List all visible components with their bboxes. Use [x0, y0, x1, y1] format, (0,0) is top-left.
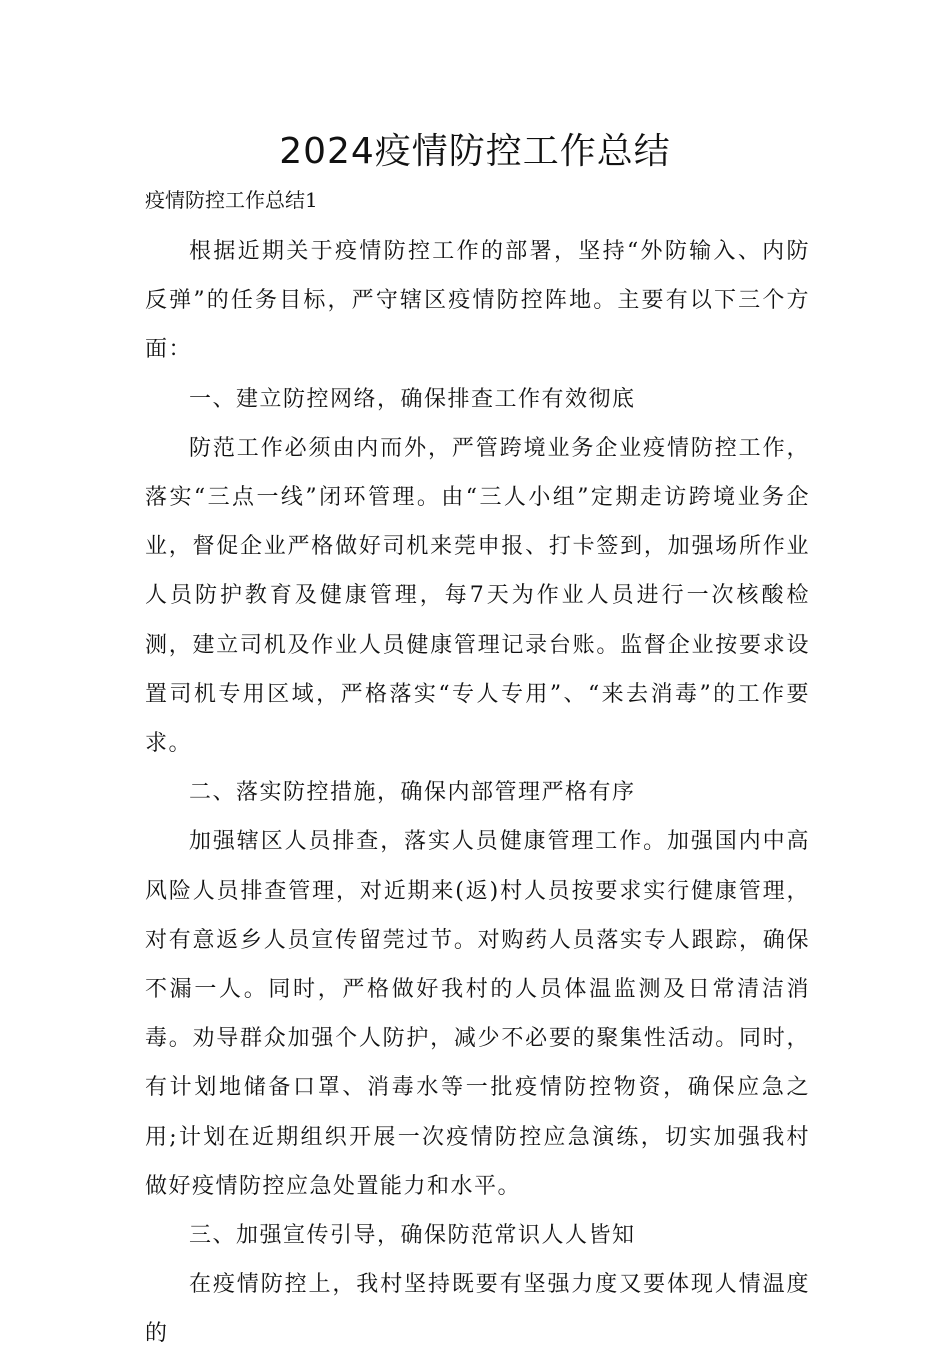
section-heading-2: 二、落实防控措施，确保内部管理严格有序 [189, 780, 636, 806]
document-title: 2024疫情防控工作总结 [279, 131, 671, 172]
section-heading-3: 三、加强宣传引导，确保防范常识人人皆知 [189, 1223, 636, 1249]
section-paragraph-2: 加强辖区人员排查，落实人员健康管理工作。加强国内中高风险人员排查管理，对近期来(返)村人员按要求实行健康管理，对有意返乡人员宣传留莞过节。对购药人员落实专人跟踪，确保不漏一人。同时，严格做好我村的人员体温监测及日常清洁消毒。劝导群众加强个人防护，减少不必要的聚集性活动。同时，有计划地储备口罩、消毒水等一批疫情防控物资，确保应急之用;计划在近期组织开展一次疫情防控应急演练，切实加强我村做好疫情防控应急处置能力和水平。 [145, 829, 810, 1199]
document-subtitle: 疫情防控工作总结1 [145, 188, 318, 212]
document-body [145, 227, 810, 1359]
section-paragraph-3: 在疫情防控上，我村坚持既要有坚强力度又要体现人情温度的 [145, 1272, 810, 1347]
section-heading-1: 一、建立防控网络，确保排查工作有效彻底 [189, 386, 636, 412]
intro-paragraph: 根据近期关于疫情防控工作的部署，坚持“外防输入、内防反弹”的任务目标，严守辖区疫情防控阵地。主要有以下三个方面： [145, 239, 810, 363]
section-paragraph-1: 防范工作必须由内而外，严管跨境业务企业疫情防控工作，落实“三点一线”闭环管理。由“三人小组”定期走访跨境业务企业，督促企业严格做好司机来莞申报、打卡签到，加强场所作业人员防护教育及健康管理，每7天为作业人员进行一次核酸检测，建立司机及作业人员健康管理记录台账。监督企业按要求设置司机专用区域，严格落实“专人专用”、“来去消毒”的工作要求。 [145, 435, 810, 757]
